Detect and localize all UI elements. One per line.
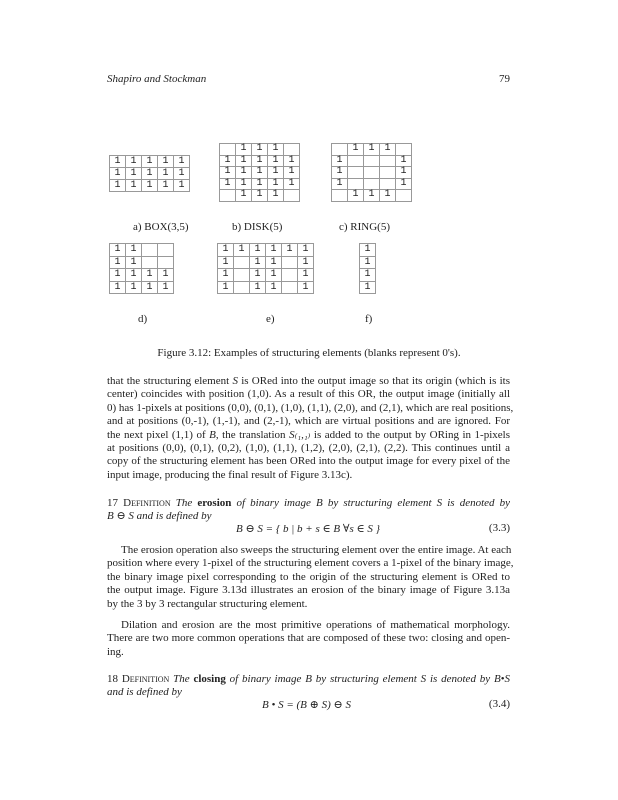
text-run: is ORed into the output image so that its origin (which is its xyxy=(237,375,511,387)
grid-row: 1111 xyxy=(114,269,179,280)
running-title: Shapiro and Stockman xyxy=(107,73,207,85)
text-run: There are two more common operations that are composed of these two: closing and open- xyxy=(107,632,510,645)
text-run: center) coincides with position (1,0). As a result of this OR, the output image (initially all xyxy=(107,388,510,401)
grid-row: 1 1 xyxy=(336,154,417,166)
paragraph-line xyxy=(107,442,510,455)
text-run: the output image. Figure 3.13d illustrates an erosion of the binary image of Figure 3.13a xyxy=(107,584,510,597)
grid-row: 1 1 xyxy=(336,166,417,177)
paragraph-line xyxy=(121,619,510,632)
element-label: e) xyxy=(266,313,275,325)
paragraph-line xyxy=(107,415,510,428)
grid-row: 111111 xyxy=(222,244,319,255)
paragraph-line xyxy=(107,455,510,468)
text-run: closing xyxy=(193,673,226,685)
grid-row: 1 xyxy=(364,281,381,293)
equation-number-3-3: (3.3) xyxy=(488,522,510,534)
text-run: Definition xyxy=(121,673,170,685)
text-run: is added to the output by ORing in 1-pixels xyxy=(310,428,510,441)
text-run: 17 xyxy=(107,497,124,509)
paragraph-line xyxy=(107,429,510,442)
equation-3-3: B ⊖ S = { b | b + s ∈ B ∀s ∈ S } xyxy=(236,523,381,535)
paragraph-line xyxy=(107,375,510,388)
text-run: position where every 1-pixel of the structuring element covers a 1-pixel of the binary image, xyxy=(107,557,514,570)
equation-number-3-4: (3.4) xyxy=(488,698,510,710)
grid-row: 11111 xyxy=(114,180,195,191)
text-run: B ⊖ S and is defined by xyxy=(107,510,212,522)
paragraph-line xyxy=(107,632,510,645)
text-run: S xyxy=(232,375,238,387)
text-run: of binary image B by structuring element S is denoted by xyxy=(231,497,511,509)
text-run: the next pixel (1,1) of xyxy=(107,428,210,441)
element-label: c) RING(5) xyxy=(339,221,391,233)
text-run: at positions (0,0), (0,1), (0,2), (1,0), (1,1), (1,2), (2,0), (2,1), (2,2). This continues until a xyxy=(107,442,510,454)
text-run: ing. xyxy=(107,645,124,658)
text-run: The erosion operation also sweeps the structuring element over the entire image. At each xyxy=(121,544,512,556)
grid-row: 1 xyxy=(364,269,381,280)
text-run: by the 3 by 3 rectangular structuring element. xyxy=(107,597,308,610)
element-label: b) DISK(5) xyxy=(232,221,283,233)
text-run: that the structuring element xyxy=(107,375,233,387)
definition-17-line xyxy=(107,497,510,510)
text-run: , the translation xyxy=(215,428,290,441)
grid-row: 11111 xyxy=(224,154,305,166)
text-run: erosion xyxy=(197,497,232,509)
paragraph-line xyxy=(107,584,510,597)
element-label: f) xyxy=(365,313,373,325)
text-run: The xyxy=(169,673,194,685)
grid-row: 11111 xyxy=(224,166,305,177)
definition-18-line xyxy=(107,673,510,686)
grid-row: 1 11 1 xyxy=(222,281,319,293)
grid-row: 11 xyxy=(114,256,179,268)
grid-row: 1 xyxy=(364,244,381,255)
paragraph-line xyxy=(121,544,510,557)
grid-row: 11111 xyxy=(114,168,195,179)
grid-row: 111 xyxy=(336,189,417,200)
text-run: copy of the structuring element has been ORed into the output image for every pixel of the xyxy=(107,455,510,468)
element-label: a) BOX(3,5) xyxy=(133,221,189,233)
grid-row: 111 xyxy=(224,189,305,200)
paragraph-line xyxy=(107,646,510,659)
text-run: Dilation and erosion are the most primitive operations of mathematical morphology. xyxy=(121,619,510,631)
text-run: and at positions (0,-1), (1,-1), and (2,-1), which are virtual positions and are ignored. For xyxy=(107,415,510,428)
paragraph-line xyxy=(107,571,510,584)
text-run: B xyxy=(209,428,216,441)
grid-row: 1 11 1 xyxy=(222,269,319,280)
figure-caption: Figure 3.12: Examples of structuring elements (blanks represent 0's). xyxy=(157,347,461,359)
paragraph-line xyxy=(107,388,510,401)
paragraph-line xyxy=(107,557,514,570)
paragraph-line xyxy=(107,401,514,415)
grid-row: 11111 xyxy=(224,177,305,189)
grid-row: 1111 xyxy=(114,281,179,293)
grid-row: 11111 xyxy=(114,156,195,167)
grid-row: 11 xyxy=(114,244,179,255)
text-run: input image, producing the final result of Figure 3.13c). xyxy=(107,468,353,481)
grid-row: 1 xyxy=(364,256,381,268)
paragraph-line xyxy=(107,469,510,482)
grid-row: 1 1 xyxy=(336,177,417,189)
text-run: the binary image pixel corresponding to the origin of the structuring element is ORed to xyxy=(107,570,510,583)
equation-3-4: B • S = (B ⊕ S) ⊖ S xyxy=(262,699,351,711)
text-run: The xyxy=(170,497,198,509)
grid-row: 111 xyxy=(336,143,417,154)
text-run: 18 xyxy=(107,673,122,685)
text-run: and is defined by xyxy=(107,686,182,698)
text-run: S₍₁,₁₎ xyxy=(289,428,311,441)
grid-row: 111 xyxy=(224,143,305,154)
paragraph-line xyxy=(107,598,510,611)
text-run: 0) has 1-pixels at positions (0,0), (0,1), (1,0), (1,1), (2,0), and (2,1), which are real positions, xyxy=(107,401,514,414)
grid-row: 1 11 1 xyxy=(222,256,319,268)
text-run: of binary image B by structuring element S is denoted by B•S xyxy=(225,673,511,685)
page-number: 79 xyxy=(499,73,510,85)
element-label: d) xyxy=(138,313,148,325)
text-run: Definition xyxy=(123,497,171,509)
